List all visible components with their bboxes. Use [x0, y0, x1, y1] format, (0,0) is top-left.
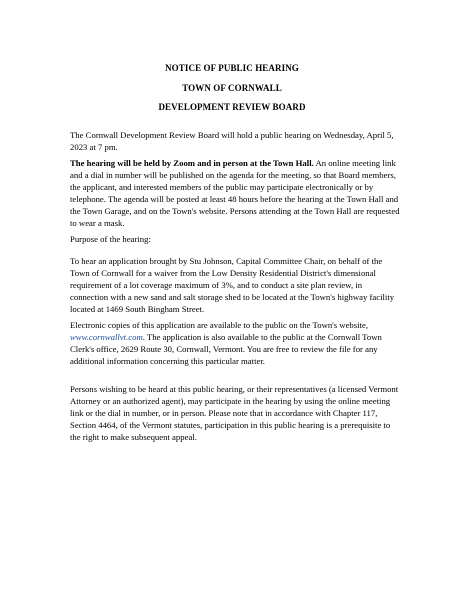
copies-paragraph — [70, 320, 402, 368]
website-link[interactable]: www.cornwallvt.com — [70, 331, 143, 342]
town-title: TOWN OF CORNWALL — [182, 83, 282, 93]
notice-title: NOTICE OF PUBLIC HEARING — [165, 63, 299, 73]
copies-text-before: Electronic copies of this application are available to the public on the Town's website, — [70, 320, 369, 330]
copies-text-after: . The application is also available to the public at the Cornwall Town Clerk's office, 2629 Route 30, Cornwall, Vermont. You are free to review the file for any additional information concerning this particular matter. — [70, 331, 382, 366]
hearing-format-bold: The hearing will be held by Zoom and in person at the Town Hall. — [70, 158, 314, 168]
participation-paragraph: Persons wishing to be heard at this public hearing, or their representatives (a licensed Vermont Attorney or an authorized agent), may participate in the hearing by using the online meeting link or the dial in number, or in person. Please note that in accordance with Chapter 117, Section 4464, of the Vermont statutes, participation in this public hearing is a prerequisite to the right to make subsequent appeal. — [70, 384, 399, 442]
hearing-format-paragraph — [70, 158, 402, 229]
purpose-label: Purpose of the hearing: — [70, 234, 151, 244]
intro-paragraph: The Cornwall Development Review Board will hold a public hearing on Wednesday, April 5, 2023 at 7 pm. — [70, 130, 394, 152]
hearing-format-text: An online meeting link and a dial in number will be published on the agenda for the meeting, so that Board members, the applicant, and interested members of the public may participate electronically or by telephone. The agenda will be posted at least 48 hours before the hearing at the Town Hall and the Town Garage, and on the Town's website. Persons attending at the Town Hall are requested to wear a mask. — [70, 158, 400, 228]
purpose-paragraph: To hear an application brought by Stu Johnson, Capital Committee Chair, on behalf of the Town of Cornwall for a waiver from the Low Density Residential District's dimensional requirement of a lot coverage maximum of 3%, and to conduct a site plan review, in connection with a new sand and salt storage shed to be located at the Town's highway facility located at 1469 South Bingham Street. — [70, 256, 395, 314]
board-title: DEVELOPMENT REVIEW BOARD — [158, 102, 306, 112]
